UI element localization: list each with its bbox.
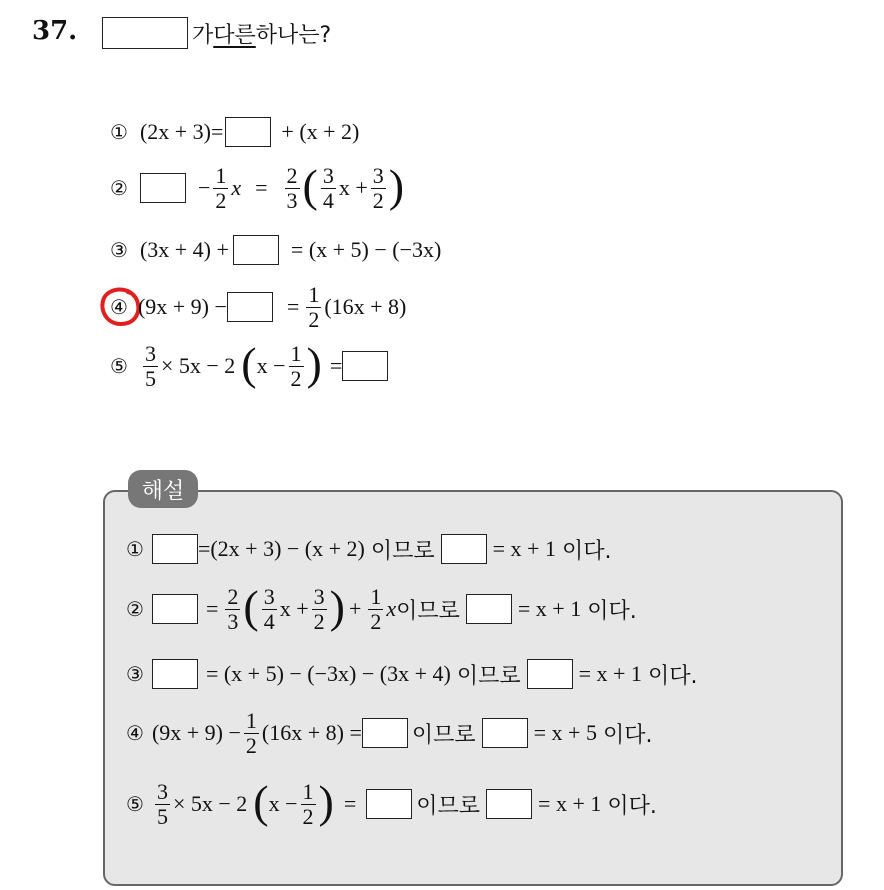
explanation-3-box-2 [527, 659, 573, 689]
explanation-3-expr: = (x + 5) − (−3x) − (3x + 4) [205, 661, 451, 686]
stem-text-2: 하나는? [255, 22, 332, 48]
blank-box [102, 17, 188, 49]
question-number: 37. [32, 16, 78, 46]
option-2-plus: x + [338, 175, 368, 200]
explanation-2 [126, 578, 637, 640]
option-5-paren-open: ( [241, 338, 257, 389]
explanation-4-rhs: (16x + 8) = [261, 720, 362, 745]
explanation-2-marker: ② [126, 597, 144, 621]
option-3-rhs: = (x + 5) − (−3x) [290, 237, 442, 262]
option-4[interactable] [110, 280, 406, 334]
explanation-1-marker: ① [126, 537, 144, 561]
option-3-box [233, 235, 279, 265]
explanation-3 [126, 657, 697, 691]
stem-underlined: 다른 [213, 22, 256, 48]
option-1-box [225, 117, 271, 147]
option-4-box [227, 292, 273, 322]
explanation-5-mid: × 5x − 2 [172, 791, 248, 816]
explanation-5-conj: 이므로 [416, 793, 481, 819]
explanation-2-conj: 이므로 [396, 598, 460, 624]
explanation-4-box [362, 718, 408, 748]
option-5-eq: = [329, 353, 343, 378]
explanation-1-conj: 이므로 [370, 538, 435, 564]
explanation-3-marker: ③ [126, 662, 144, 686]
explanation-5-marker: ⑤ [126, 792, 144, 816]
option-4-lhs: (9x + 9) − [137, 294, 227, 319]
explanation-5-eq: = [343, 791, 357, 816]
option-5-inner: x − [256, 353, 286, 378]
option-5-marker: ⑤ [110, 354, 128, 378]
option-2-frac-2: $\frac{2}{3}$ [286, 163, 298, 213]
explanation-3-box [152, 659, 198, 689]
option-1-marker: ① [110, 120, 128, 144]
option-2-frac-1: $\frac{1}{2}$ [215, 163, 227, 213]
option-4-rhs: (16x + 8) [324, 294, 407, 319]
explanation-1-box-2 [441, 534, 487, 564]
explanation-4-box-2 [482, 718, 528, 748]
explanation-1-end: 이다. [561, 538, 612, 564]
explanation-2-frac-2: $\frac{3}{4}$ [263, 584, 275, 634]
explanation-2-eq: = [205, 596, 219, 621]
option-4-frac: $\frac{1}{2}$ [308, 282, 320, 332]
option-2-x: x [231, 175, 242, 200]
explanation-3-result: = x + 1 [578, 661, 642, 686]
option-2-paren-open: ( [302, 160, 318, 211]
explanation-3-conj: 이므로 [456, 663, 521, 689]
option-5-frac-1: $\frac{3}{5}$ [144, 341, 156, 391]
explanation-2-plus: x + [279, 596, 309, 621]
option-5-mid: × 5x − 2 [160, 353, 236, 378]
explanation-5-paren-open: ( [253, 776, 269, 827]
option-2-box [140, 173, 186, 203]
explanation-4 [126, 705, 652, 761]
explanation-1 [126, 532, 611, 566]
explanation-2-box [152, 594, 198, 624]
option-3-marker: ③ [110, 238, 128, 262]
option-2-frac-3: $\frac{3}{4}$ [322, 163, 334, 213]
stem-text-1: 가 [192, 22, 214, 48]
explanation-4-marker: ④ [126, 721, 144, 745]
explanation-1-box [152, 534, 198, 564]
option-2-marker: ② [110, 176, 128, 200]
option-5-paren-close: ) [306, 338, 322, 389]
option-2-frac-4: $\frac{3}{2}$ [372, 163, 384, 213]
explanation-4-lhs: (9x + 9) − [151, 720, 241, 745]
explanation-2-paren-close: ) [329, 581, 345, 632]
question-stem [102, 17, 331, 49]
option-2-eq: = [255, 175, 268, 200]
explanation-2-end: 이다. [587, 598, 637, 624]
option-2-minus: − [197, 175, 211, 200]
explanation-2-x: x [386, 596, 397, 621]
explanation-5-box [366, 789, 412, 819]
explanation-2-plus-2: + [348, 596, 362, 621]
explanation-2-paren-open: ( [243, 581, 259, 632]
explanation-2-frac-4: $\frac{1}{2}$ [370, 584, 382, 634]
option-4-eq: = [286, 294, 300, 319]
explanation-5-result: = x + 1 [538, 791, 602, 816]
explanation-5-end: 이다. [607, 793, 657, 819]
explanation-5-paren-close: ) [318, 776, 334, 827]
explanation-3-end: 이다. [647, 663, 698, 689]
option-1[interactable] [110, 116, 359, 148]
explanation-5-frac-1: $\frac{3}{5}$ [156, 779, 168, 829]
explanation-2-frac-1: $\frac{2}{3}$ [227, 584, 239, 634]
explanation-1-result: = x + 1 [492, 536, 556, 561]
explanation-5 [126, 774, 657, 834]
explanation-1-expr: =(2x + 3) − (x + 2) [197, 536, 365, 561]
explanation-2-frac-3: $\frac{3}{2}$ [313, 584, 325, 634]
explanation-4-result: = x + 5 [533, 720, 597, 745]
option-4-marker: ④ [110, 295, 128, 319]
option-5-box [342, 351, 388, 381]
explanation-4-end: 이다. [602, 722, 653, 748]
option-5[interactable] [110, 337, 388, 395]
option-3[interactable] [110, 234, 441, 266]
option-3-lhs: (3x + 4) + [139, 237, 229, 262]
option-2-paren-close: ) [388, 160, 405, 211]
explanation-5-frac-2: $\frac{1}{2}$ [302, 779, 314, 829]
option-1-lhs: (2x + 3)= [139, 119, 224, 144]
explanation-5-box-2 [486, 789, 532, 819]
explanation-2-result: = x + 1 [517, 596, 582, 621]
explanation-tag: 해설 [128, 470, 198, 508]
option-5-frac-2: $\frac{1}{2}$ [290, 341, 302, 391]
explanation-5-inner: x − [268, 791, 298, 816]
explanation-4-frac: $\frac{1}{2}$ [245, 708, 257, 758]
option-2[interactable] [110, 158, 404, 218]
option-1-rhs: + (x + 2) [281, 119, 360, 144]
explanation-4-conj: 이므로 [411, 722, 476, 748]
explanation-2-box-2 [466, 594, 512, 624]
